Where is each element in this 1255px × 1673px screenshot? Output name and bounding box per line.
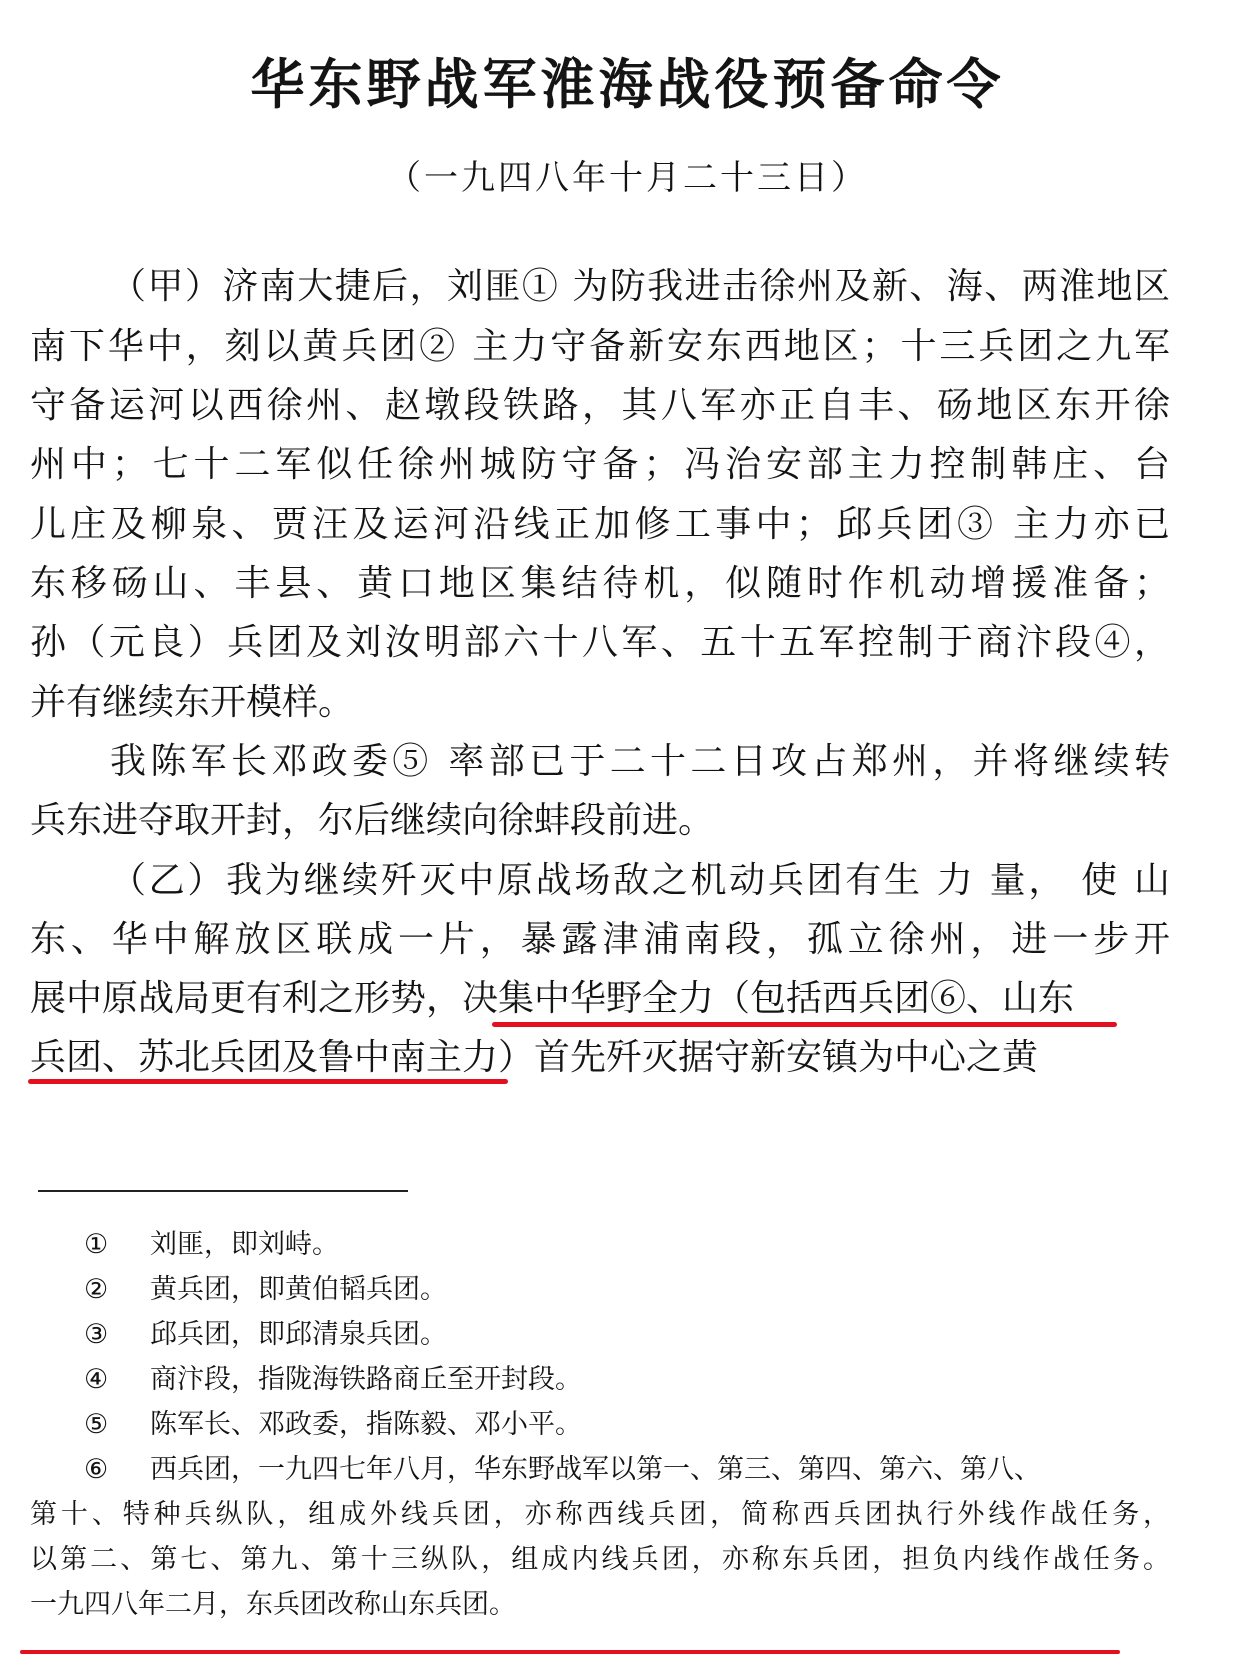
paragraph-line — [30, 974, 1170, 1024]
footnote-number: ② — [84, 1274, 109, 1305]
paragraph-line: 并有继续东开模样。 — [30, 682, 355, 723]
paragraph-line: 东、华中解放区联成一片，暴露津浦南段，孤立徐州，进一步开 — [30, 919, 1170, 960]
footnote-text: 西兵团，一九四七年八月，华东野战军以第一、第三、第四、第六、第八、 — [150, 1454, 1041, 1485]
footnote-text: 黄兵团，即黄伯韬兵团。 — [150, 1274, 447, 1305]
document-title: 华东野战军淮海战役预备命令 — [250, 53, 1005, 116]
red-underline — [20, 1650, 1120, 1654]
document-date: （一九四八年十月二十三日） — [387, 158, 868, 198]
paragraph-line: 东移砀山、丰县、黄口地区集结待机，似随时作机动增援准备； — [30, 563, 1170, 604]
footnote-text: 商汴段，指陇海铁路商丘至开封段。 — [150, 1364, 582, 1395]
footnote-number: ④ — [84, 1364, 109, 1395]
footnote-continuation: 以第二、第七、第九、第十三纵队，组成内线兵团，亦称东兵团，担负内线作战任务。 — [30, 1544, 1170, 1575]
paragraph-line: 兵东进夺取开封，尔后继续向徐蚌段前进。 — [30, 800, 715, 841]
footnote-continuation: 一九四八年二月，东兵团改称山东兵团。 — [30, 1589, 516, 1620]
red-underline — [28, 1079, 508, 1084]
paragraph-line: 守备运河以西徐州、赵墩段铁路，其八军亦正自丰、砀地区东开徐 — [30, 385, 1170, 426]
paragraph-line: 南下华中，刻以黄兵团② 主力守备新安东西地区；十三兵团之九军 — [30, 326, 1170, 367]
paragraph-line — [30, 1033, 1170, 1083]
paragraph-text: 首先歼灭据守新安镇为中心之黄 — [534, 1037, 1039, 1078]
footnote-number: ⑤ — [84, 1409, 109, 1440]
paragraph-text: 展中原战局更有利之形势， — [30, 978, 463, 1019]
footnote-continuation: 第十、特种兵纵队，组成外线兵团，亦称西线兵团，简称西兵团执行外线作战任务， — [30, 1499, 1170, 1530]
paragraph-line: （乙）我为继续歼灭中原战场敌之机动兵团有生 力 量， 使 山 — [110, 860, 1170, 901]
footnote-text: 刘匪，即刘峙。 — [150, 1229, 339, 1260]
paragraph-line: （甲）济南大捷后，刘匪① 为防我进击徐州及新、海、两淮地区 — [110, 266, 1170, 307]
paragraph-line: 儿庄及柳泉、贾汪及运河沿线正加修工事中；邱兵团③ 主力亦已 — [30, 504, 1170, 545]
paragraph-line: 我陈军长邓政委⑤ 率部已于二十二日攻占郑州，并将继续转 — [110, 741, 1170, 782]
footnote-divider — [38, 1190, 408, 1192]
red-underline — [492, 1022, 1117, 1027]
paragraph-line: 孙（元良）兵团及刘汝明部六十八军、五十五军控制于商汴段④， — [30, 622, 1170, 663]
footnote-number: ① — [84, 1229, 109, 1260]
paragraph-line: 州中；七十二军似任徐州城防守备；冯治安部主力控制韩庄、台 — [30, 444, 1170, 485]
highlighted-text: 兵团、苏北兵团及鲁中南主力） — [30, 1037, 535, 1078]
highlighted-text: 决集中华野全力（包括西兵团⑥、山东 — [462, 978, 1075, 1019]
footnote-text: 邱兵团，即邱清泉兵团。 — [150, 1319, 447, 1350]
footnote — [84, 1450, 1170, 1490]
footnote-number: ③ — [84, 1319, 109, 1350]
footnote-text: 陈军长、邓政委，指陈毅、邓小平。 — [150, 1409, 582, 1440]
footnote-number: ⑥ — [84, 1454, 109, 1485]
